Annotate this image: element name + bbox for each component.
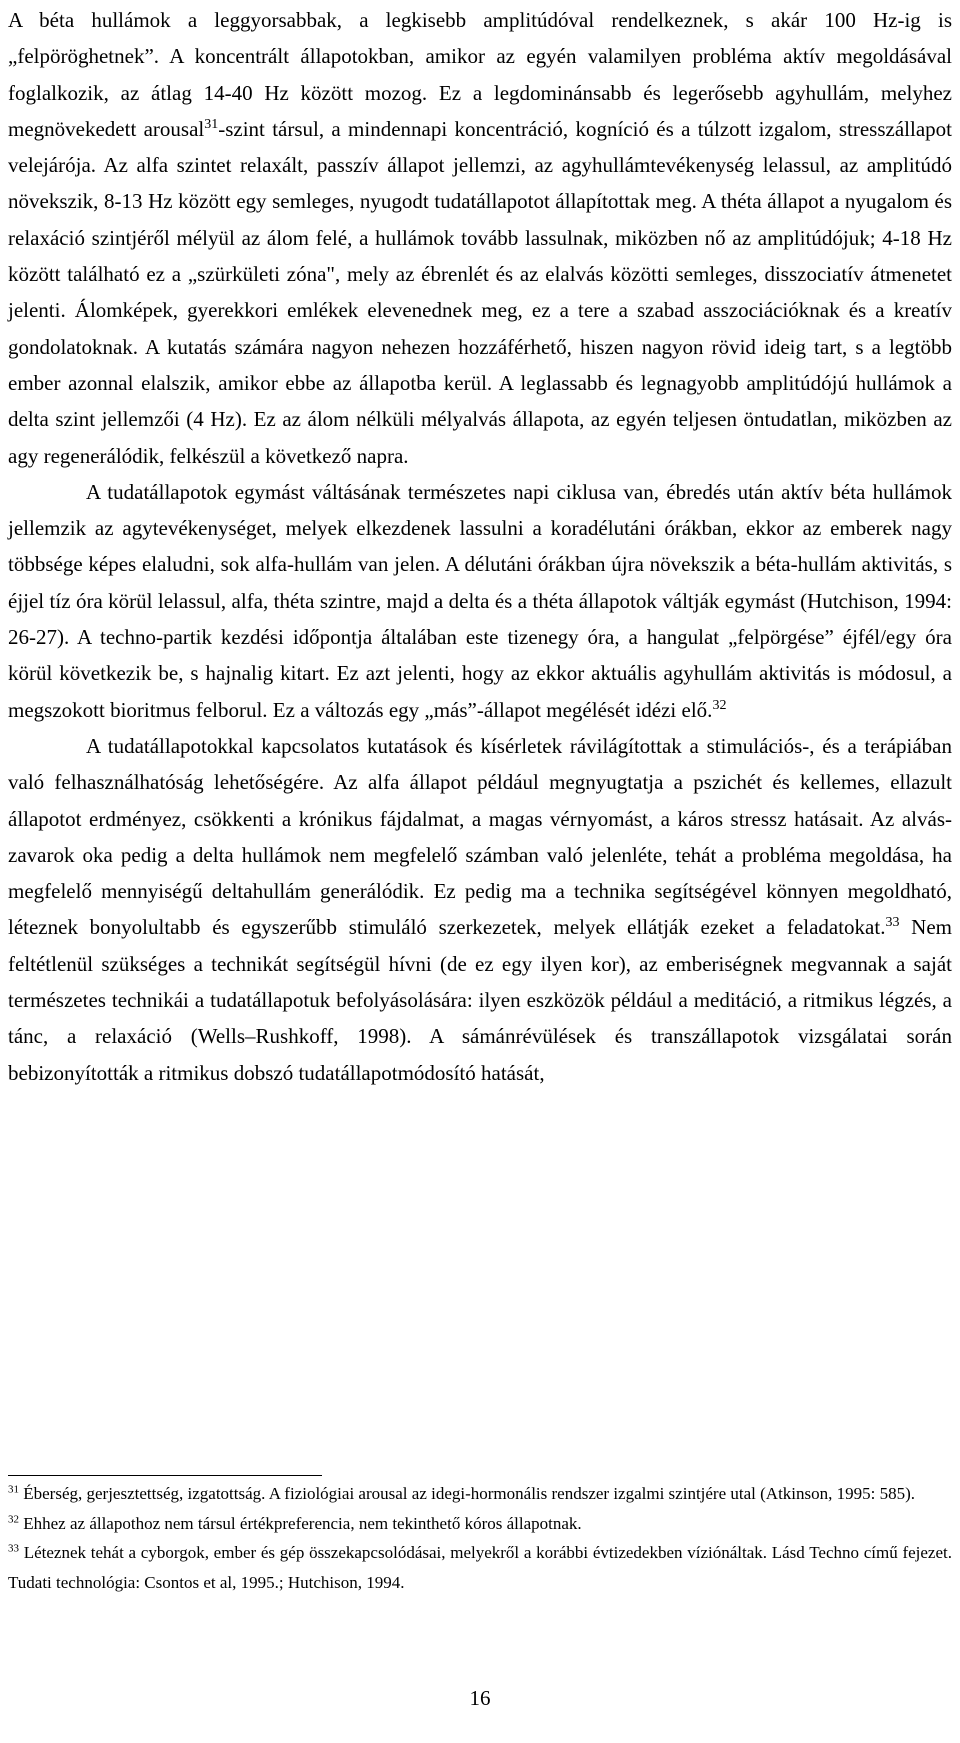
paragraph-text: A tudatállapotok egymást váltásának természetes napi ciklusa van, ébredés után aktív béta hullámok jellemzik az agytevékenységet, melyek elkezdenek lassulni a koradélutáni órákban, ekkor az emberek nagy többsége képes elaludni, sok alfa-hullám van jelen. A délutáni órákban újra növekszik a béta-hullám aktivitás, s éjjel tíz óra körül lelassul, alfa, théta szintre, majd a delta és a théta állapotok váltják egymást (Hutchison, 1994: 26-27). A techno-partik kezdési időpontja általában este tizenegy óra, a hangulat „felpörgése” éjfél/egy óra körül következik be, s hajnalig kitart. Ez azt jelenti, hogy az ekkor aktuális agyhullám aktivitás is módosul, a megszokott bioritmus felborul. Ez a változás egy „más”-állapot megélését idézi elő. (8, 479, 952, 722)
paragraph-2 (8, 474, 952, 728)
paragraph-text: -szint társul, a mindennapi koncentráció, kogníció és a túlzott izgalom, stresszállapot velejárója. Az alfa szintet relaxált, passzív állapot jellemzi, az agyhullámtevékenység lelassul, az amplitúdó növekszik, 8-13 Hz között egy semleges, nyugodt tudatállapotot állapítottak meg. A théta állapot a nyugalom és relaxáció szintjéről mélyül az álom felé, a hullámok tovább lassulnak, miközben nő az amplitúdójuk; 4-18 Hz között található ez a „szürkületi zóna", mely az ébrenlét és az elalvás közötti semleges, disszociatív átmenetet jelenti. Álomképek, gyerekkori emlékek elevenednek meg, ez a tere a szabad asszociációknak és a kreatív gondolatoknak. A kutatás számára nagyon nehezen hozzáférhető, hiszen nagyon rövid ideig tart, s a legtöbb ember azonnal elalszik, amikor ebbe az állapotba kerül. A leglassabb és legnagyobb amplitúdójú hullámok a delta szint jellemzői (4 Hz). Ez az álom nélküli mélyalvás állapota, az egyén teljesen öntudatlan, miközben az agy regenerálódik, felkészül a következő napra. (8, 116, 952, 468)
footnote-reference-33[interactable]: 33 (885, 915, 900, 931)
footnote-number: 33 (8, 1542, 19, 1555)
footnote-text: Éberség, gerjesztettség, izgatottság. A fiziológiai arousal az idegi-hormonális rendszer izgalmi szintjére utal (Atkinson, 1995: 585). (19, 1484, 916, 1503)
footnote-number: 32 (8, 1512, 19, 1525)
footnote-33 (8, 1538, 952, 1597)
paragraph-text: A tudatállapotokkal kapcsolatos kutatások és kísérletek rávilágítottak a stimulációs-, és a terápiában való felhasználhatóság lehetőségére. Az alfa állapot például megnyugtatja a pszichét és kellemes, ellazult állapotot erdményez, csökkenti a krónikus fájdalmat, a magas vérnyomást, a káros stressz hatásait. Az alvás-zavarok oka pedig a delta hullámok nem megfelelő számban való jelenléte, tehát a probléma megoldása, ha megfelelő mennyiségű deltahullám generálódik. Ez pedig ma a technika segítségével könnyen megoldható, léteznek bonyolultabb és egyszerűbb stimuláló szerkezetek, melyek ellátják ezeket a feladatokat. (8, 733, 952, 940)
footnote-reference-31[interactable]: 31 (204, 116, 219, 132)
footnote-text: Léteznek tehát a cyborgok, ember és gép összekapcsolódásai, melyekről a korábbi évtizedekben víziónáltak. Lásd Techno című fejezet. Tudati technológia: Csontos et al, 1995.; Hutchison, 1994. (8, 1543, 952, 1592)
paragraph-3 (8, 728, 952, 1091)
paragraph-text: Nem feltétlenül szükséges a technikát segítségül hívni (de ez egy ilyen kor), az emberiségnek megvannak a saját természetes technikái a tudatállapotuk befolyásolására: ilyen eszközök például a meditáció, a ritmikus légzés, a tánc, a relaxáció (Wells–Rushkoff, 1998). A sámánrévülések és transzállapotok vizsgálatai során bebizonyították a ritmikus dobszó tudatállapotmódosító hatását, (8, 915, 952, 1085)
body-text (8, 2, 952, 1091)
footnote-reference-32[interactable]: 32 (712, 697, 727, 713)
footnote-separator (8, 1475, 322, 1476)
footnote-number: 31 (8, 1483, 19, 1496)
footnote-text: Ehhez az állapothoz nem társul értékpreferencia, nem tekinthető kóros állapotnak. (19, 1513, 582, 1533)
footnote-32 (8, 1509, 952, 1539)
paragraph-text: A béta hullámok a leggyorsabbak, a legkisebb amplitúdóval rendelkeznek, s akár 100 Hz-ig is „felpöröghetnek”. A koncentrált állapotokban, amikor az egyén valamilyen probléma aktív megoldásával foglalkozik, az átlag 14-40 Hz között mozog. Ez a legdominánsabb és legerősebb agyhullám, melyhez megnövekedett arousal (8, 8, 952, 141)
footnote-31 (8, 1479, 952, 1509)
paragraph-1 (8, 2, 952, 474)
page-number: 16 (469, 1686, 491, 1710)
footnotes (8, 1479, 952, 1597)
